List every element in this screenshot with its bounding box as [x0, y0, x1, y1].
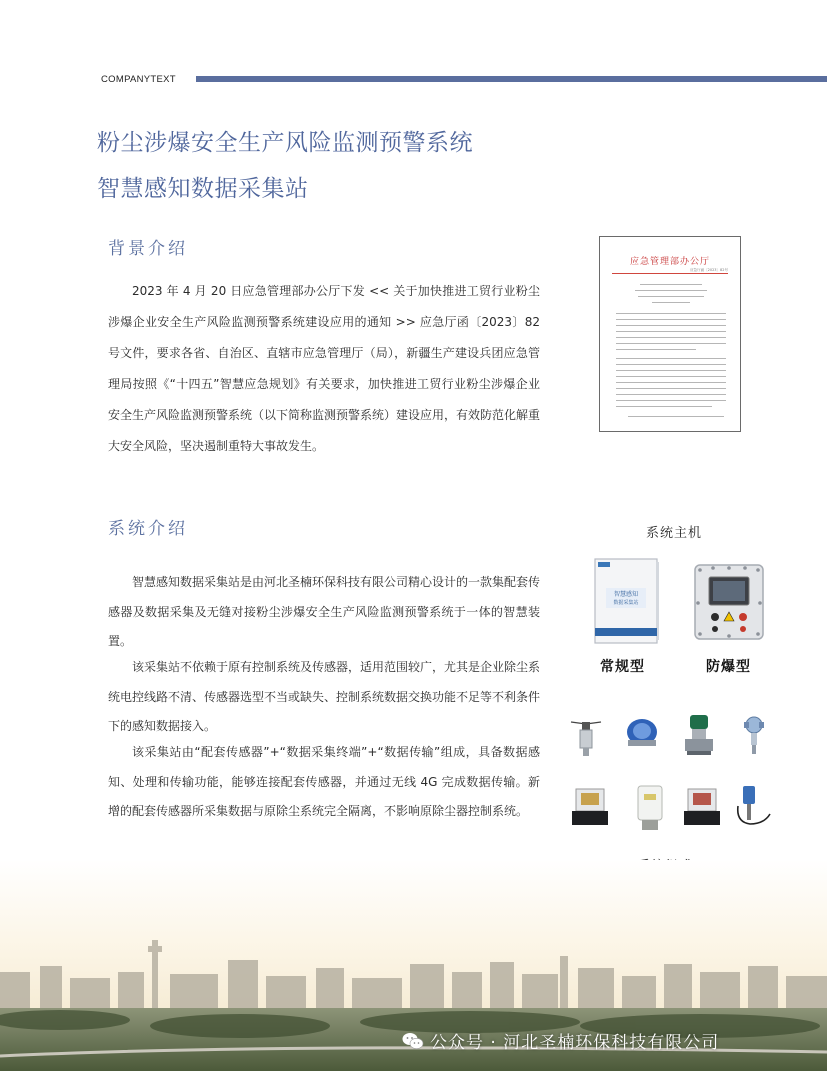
pressure-sensor-image	[569, 716, 603, 758]
document-text-line	[640, 284, 702, 285]
standard-type-label: 常规型	[600, 659, 645, 675]
system-heading: 系统介绍	[108, 519, 188, 539]
document-text-line	[616, 400, 726, 401]
system-paragraph: 该采集站不依赖于原有控制系统及传感器，适用范围较广，尤其是企业除尘系统电控线路不清、传感器选型不当或缺失、控制系统数据交换功能不足等不利条件下的感知数据接入。	[108, 660, 541, 733]
level-sensor-image	[734, 784, 774, 828]
page-subtitle: 智慧感知数据采集站	[97, 176, 309, 202]
document-text-line	[616, 319, 726, 320]
document-header: 应急管理部办公厅	[629, 257, 710, 267]
company-tag: COMPANYTEXT	[101, 74, 176, 85]
document-text-line	[616, 406, 712, 407]
explosion-proof-type-label: 防爆型	[706, 659, 751, 675]
relay-image	[682, 787, 722, 827]
dust-sensor-image	[624, 716, 660, 750]
document-text-line	[652, 302, 690, 303]
document-text-line	[616, 370, 726, 371]
header-rule	[196, 76, 827, 82]
document-text-line	[628, 416, 724, 417]
document-text-line	[616, 331, 726, 332]
background-paragraph: 2023 年 4 月 20 日应急管理部办公厅下发 << 关于加快推进工贸行业粉尘涉爆企业安全生产风险监测预警系统建设应用的通知 >> 应急厅函〔2023〕82 号文件，要求各省、自治区、直辖市应急管理厅（局），新疆生产建设兵团应急管理局按照《“十四五”智慧应急规划》有关要求，加快推进工贸行业粉尘涉爆企业安全生产风险监测预警系统（以下简称监测预警系统）建设应用，有效防范化解重大安全风险，坚决遏制重特大事故发生。	[108, 284, 541, 453]
system-paragraph: 该采集站由“配套传感器”+“数据采集终端”+“数据传输”组成，具备数据感知、处理和传输功能，能够连接配套传感器，并通过无线 4G 完成数据传输。新增的配套传感器所采集数据与原除尘系统完全隔离，不影响原除尘器控制系统。	[108, 745, 540, 818]
document-number: 应急厅函〔2023〕82号	[690, 268, 728, 272]
document-text-line	[616, 343, 726, 344]
document-text-line	[616, 313, 726, 314]
temperature-transmitter-image	[740, 714, 768, 756]
notice-document-image	[599, 236, 741, 432]
document-text-line	[616, 394, 726, 395]
document-text-line	[616, 376, 726, 377]
document-text-line	[616, 388, 726, 389]
watermark-text: 公众号 · 河北圣楠环保科技有限公司	[430, 1033, 720, 1053]
document-text-line	[638, 296, 704, 297]
airflow-switch-image	[630, 782, 670, 834]
document-text-line	[616, 349, 696, 350]
host-label: 系统主机	[646, 526, 703, 541]
wechat-icon	[402, 1032, 424, 1050]
document-text-line	[616, 364, 726, 365]
standard-cabinet-image	[594, 558, 660, 644]
background-heading: 背景介绍	[108, 239, 188, 259]
explosion-proof-box-image	[693, 563, 765, 641]
page-title: 粉尘涉爆安全生产风险监测预警系统	[97, 130, 473, 156]
watermark	[402, 1028, 719, 1053]
document-text-line	[616, 382, 726, 383]
cabinet-text: 智慧感知	[613, 591, 639, 598]
document-text-line	[635, 290, 707, 291]
document-text-line	[616, 325, 726, 326]
cabinet-text: 数据采集站	[613, 600, 639, 606]
document-red-rule	[612, 273, 728, 274]
document-text-line	[616, 358, 726, 359]
differential-pressure-transmitter-image	[682, 713, 716, 757]
relay-image	[570, 787, 610, 827]
system-paragraph: 智慧感知数据采集站是由河北圣楠环保科技有限公司精心设计的一款集配套传感器及数据采集及无缝对接粉尘涉爆安全生产风险监测预警系统于一体的智慧装置。	[108, 575, 541, 648]
document-text-line	[616, 337, 726, 338]
